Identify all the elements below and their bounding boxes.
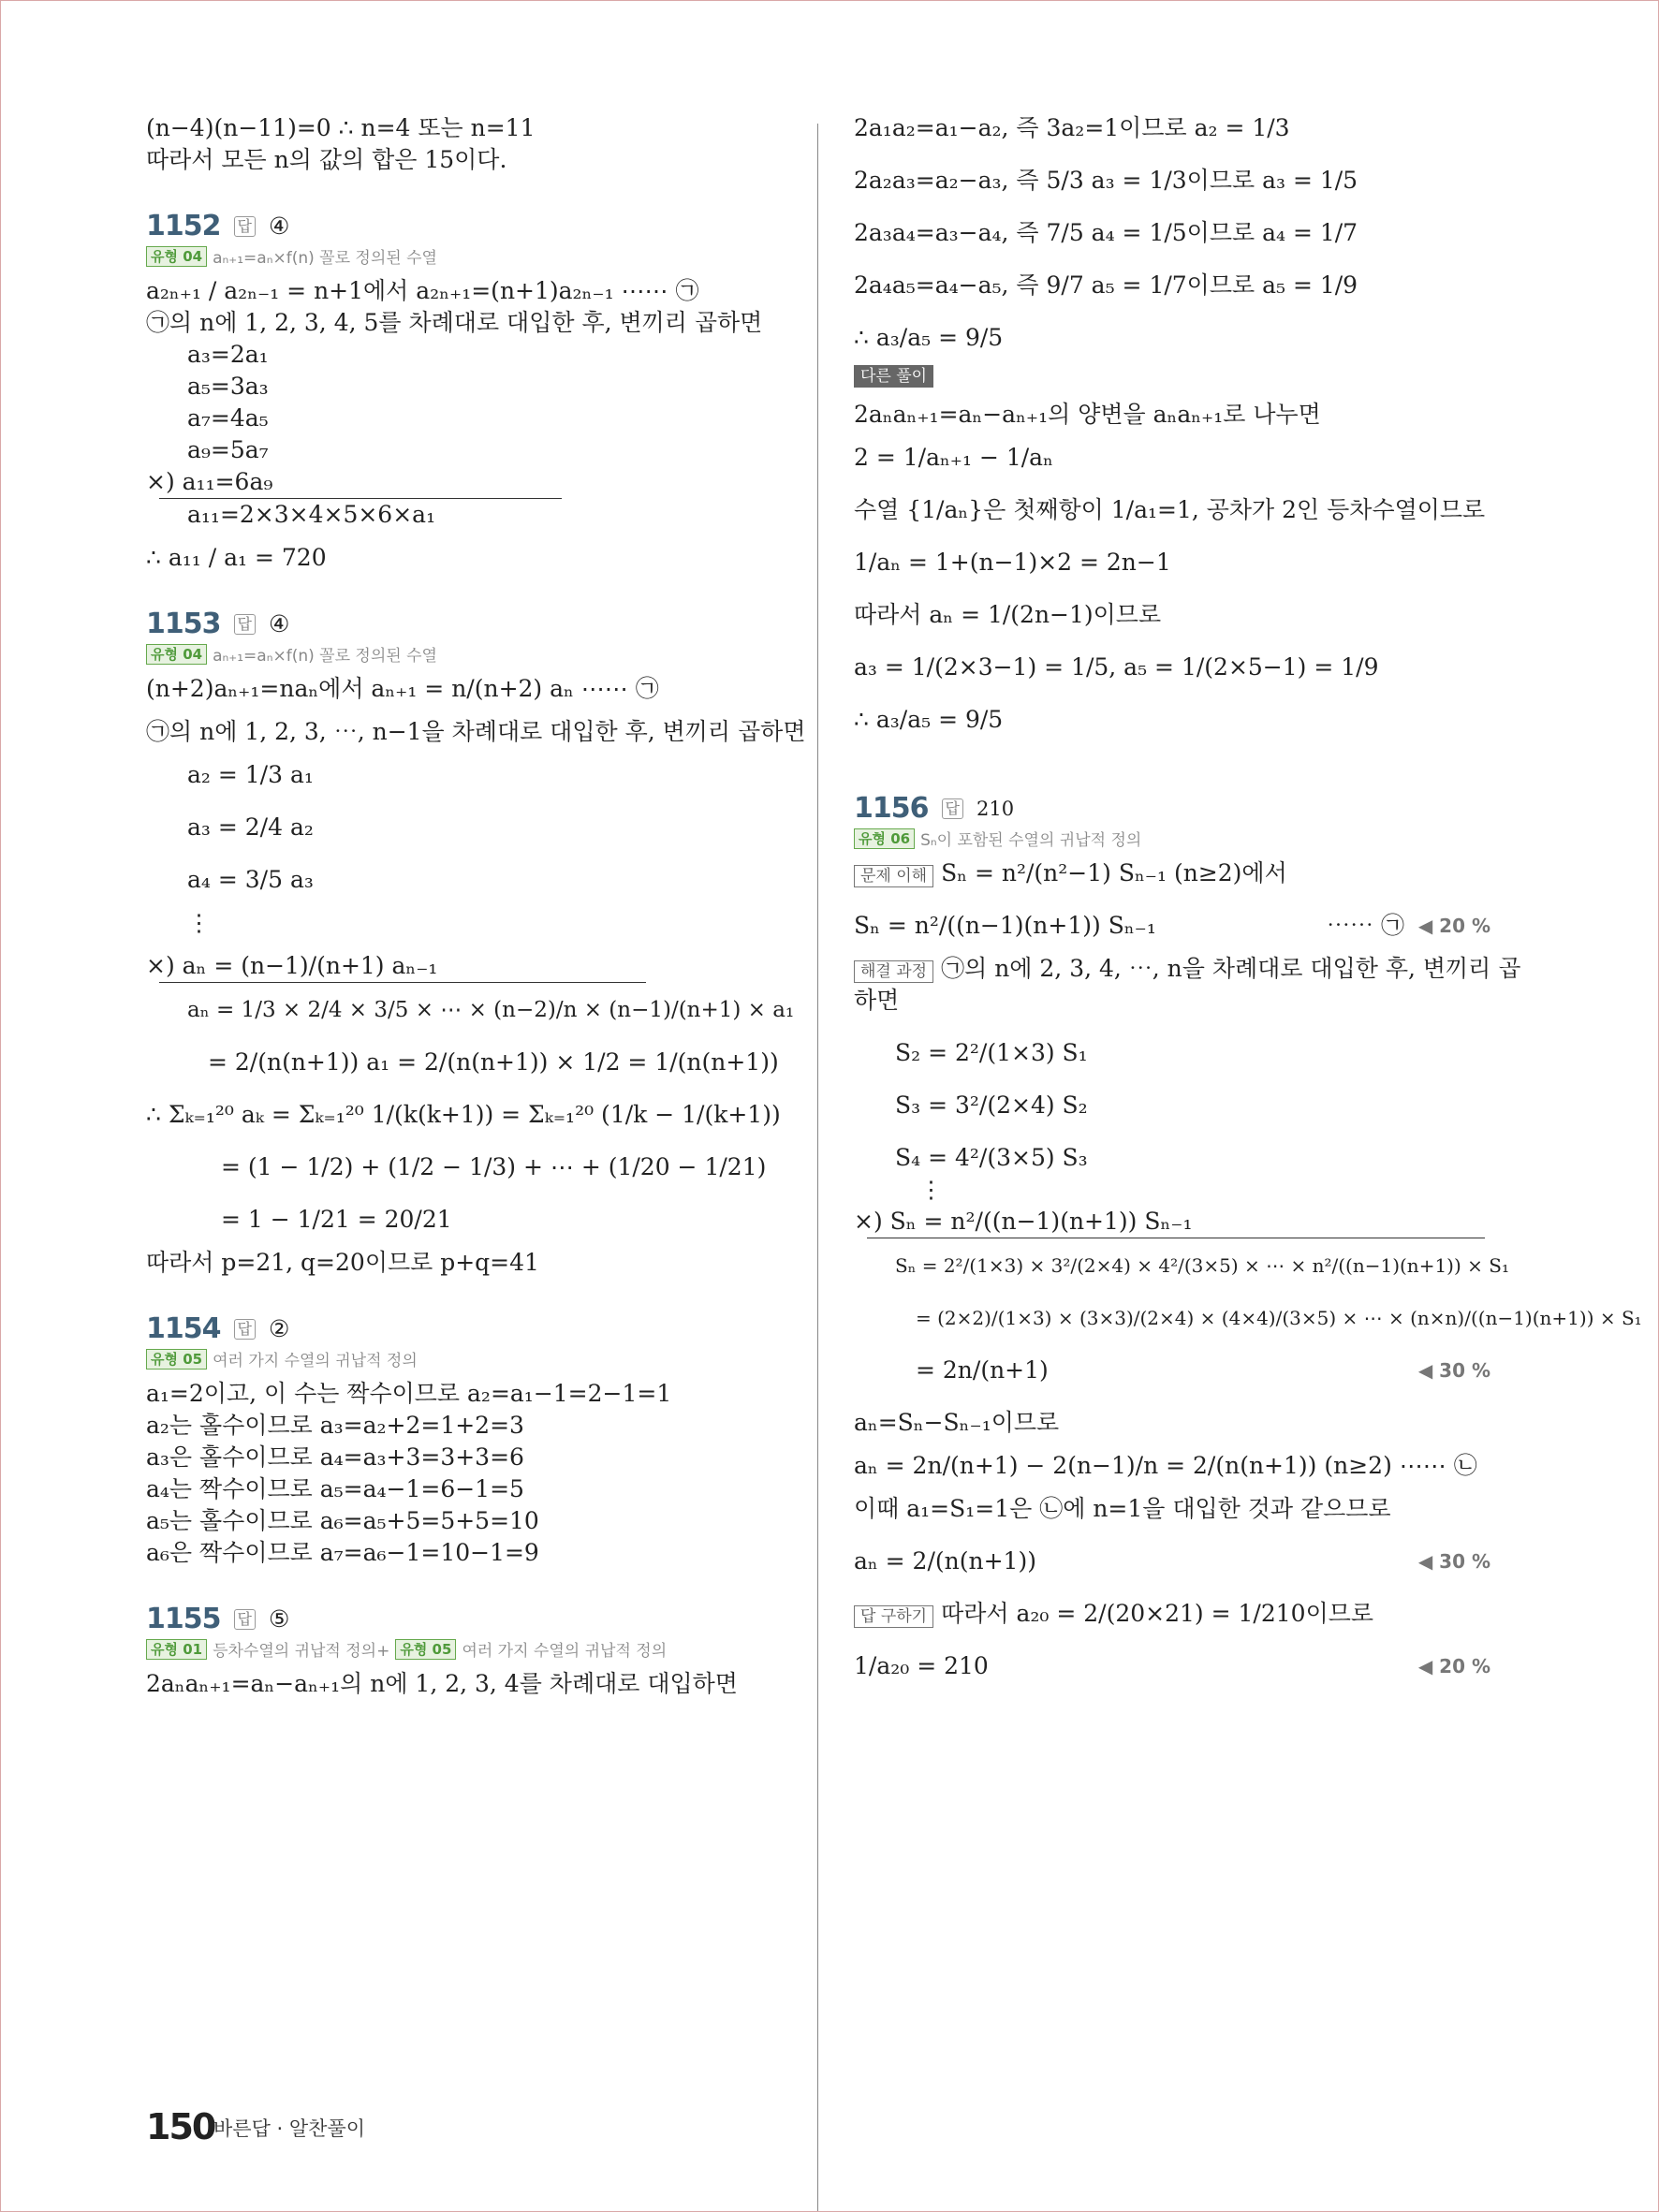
solution-text: ㉠의 n에 2, 3, 4, ⋯, n을 차례대로 대입한 후, 변끼리 곱 [941, 955, 1521, 982]
column-divider [817, 124, 818, 2211]
solution-line [854, 953, 1521, 985]
solution-line: ∴ a₃/a₅ = 9/5 [854, 324, 1004, 351]
type-row [854, 827, 1490, 850]
problem-header-1154 [146, 1312, 801, 1345]
solution-line: a₃은 홀수이므로 a₄=a₃+3=3+3=6 [146, 1443, 524, 1471]
problem-number: 1154 [146, 1312, 221, 1345]
left-column [146, 112, 806, 1700]
problem-header-1153 [146, 608, 801, 640]
type-text: 여러 가지 수열의 귀납적 정의 [462, 1642, 668, 1661]
equation-marker: ⋯⋯ ㉠ [1327, 912, 1404, 939]
type-text: 여러 가지 수열의 귀납적 정의 [213, 1352, 418, 1370]
solution-line [854, 1355, 1490, 1386]
answer-value: ⑤ [268, 1605, 290, 1633]
solution-line [854, 857, 1490, 889]
answer-label: 답 [234, 216, 256, 237]
answer-tag: 답 구하기 [854, 1605, 933, 1628]
solution-line: a₃=2a₁ [187, 341, 269, 368]
solution-line: a₃ = 1/(2×3−1) = 1/5, a₅ = 1/(2×5−1) = 1/9 [854, 653, 1379, 681]
intro-line: 따라서 모든 n의 값의 합은 15이다. [146, 146, 507, 173]
score-percent: ◀ 30 % [1417, 1359, 1490, 1382]
solution-line: a₅는 홀수이므로 a₆=a₅+5=5+5=10 [146, 1507, 539, 1534]
solution-line: ×) aₙ = (n−1)/(n+1) aₙ₋₁ [146, 952, 438, 979]
score-percent: ◀ 20 % [1417, 1655, 1490, 1677]
type-row [146, 1347, 801, 1370]
solution-line: 2a₃a₄=a₃−a₄, 즉 7/5 a₄ = 1/5이므로 a₄ = 1/7 [854, 219, 1358, 246]
solution-line: = (2×2)/(1×3) × (3×3)/(2×4) × (4×4)/(3×5) × ⋯ × (n×n)/((n−1)(n+1)) × S₁ [916, 1307, 1642, 1329]
type-badge: 유형 04 [146, 644, 207, 665]
solution-line [854, 1650, 1490, 1682]
solution-text: 1/a₂₀ = 210 [854, 1652, 989, 1679]
solution-line: a₁=2이고, 이 수는 짝수이므로 a₂=a₁−1=2−1=1 [146, 1380, 672, 1407]
solution-line: a₄는 짝수이므로 a₅=a₄−1=6−1=5 [146, 1475, 524, 1502]
solution-line [854, 1598, 1490, 1630]
problem-header-1152 [146, 210, 801, 242]
answer-value: ④ [268, 610, 290, 637]
solution-line: a₆은 짝수이므로 a₇=a₆−1=10−1=9 [146, 1539, 539, 1566]
problem-number: 1156 [854, 792, 929, 825]
solution-line: 따라서 p=21, q=20이므로 p+q=41 [146, 1249, 539, 1276]
problem-number: 1152 [146, 210, 221, 242]
solution-line: 2a₁a₂=a₁−a₂, 즉 3a₂=1이므로 a₂ = 1/3 [854, 114, 1290, 141]
solution-line: ×) Sₙ = n²/((n−1)(n+1)) Sₙ₋₁ [854, 1208, 1193, 1235]
type-badge: 유형 05 [146, 1349, 207, 1370]
solution-line: ⋮ [187, 909, 211, 936]
intro-line: (n−4)(n−11)=0 ∴ n=4 또는 n=11 [146, 114, 536, 141]
solution-text: 따라서 a₂₀ = 2/(20×21) = 1/210이므로 [941, 1600, 1374, 1627]
solution-text: aₙ = 2/(n(n+1)) [854, 1547, 1036, 1575]
solution-line: 2 = 1/aₙ₊₁ − 1/aₙ [854, 444, 1053, 471]
solution-line: aₙ = 1/3 × 2/4 × 3/5 × ⋯ × (n−2)/n × (n−1)/(n+1) × a₁ [187, 998, 795, 1022]
solution-line: a₇=4a₅ [187, 404, 269, 432]
solution-line: a₉=5a₇ [187, 436, 269, 463]
answer-value: 210 [976, 797, 1015, 820]
type-row [146, 1637, 801, 1661]
solution-line: 하면 [854, 987, 900, 1014]
problem-header-1156 [854, 792, 1490, 825]
type-text: aₙ₊₁=aₙ×f(n) 꼴로 정의된 수열 [213, 249, 437, 268]
answer-label: 답 [234, 614, 256, 635]
solution-line: S₂ = 2²/(1×3) S₁ [895, 1039, 1088, 1066]
solution-line: ∴ a₃/a₅ = 9/5 [854, 706, 1004, 733]
solution-line: = 1 − 1/21 = 20/21 [221, 1206, 452, 1233]
solution-line: 수열 {1/aₙ}은 첫째항이 1/a₁=1, 공차가 2인 등차수열이므로 [854, 496, 1486, 523]
footer-title: 바른답 · 알찬풀이 [213, 2117, 366, 2140]
solution-line: a₃ = 2/4 a₂ [187, 813, 314, 841]
process-tag: 해결 과정 [854, 960, 933, 983]
solution-line: a₅=3a₃ [187, 373, 269, 400]
answer-label: 답 [942, 798, 963, 819]
problem-number: 1155 [146, 1603, 221, 1635]
understand-tag: 문제 이해 [854, 865, 933, 887]
problem-number: 1153 [146, 608, 221, 640]
solution-line: = (1 − 1/2) + (1/2 − 1/3) + ⋯ + (1/20 − 1/21) [221, 1153, 767, 1180]
type-row [146, 642, 801, 666]
solution-line: Sₙ = 2²/(1×3) × 3²/(2×4) × 4²/(3×5) × ⋯ × n²/((n−1)(n+1)) × S₁ [895, 1254, 1509, 1277]
solution-text: Sₙ = n²/((n−1)(n+1)) Sₙ₋₁ [854, 912, 1156, 939]
solution-line: ㉠의 n에 1, 2, 3, 4, 5를 차례대로 대입한 후, 변끼리 곱하면 [146, 309, 763, 336]
page-number: 150 [146, 2106, 215, 2147]
type-badge: 유형 01 [146, 1639, 207, 1660]
solution-line: 2aₙaₙ₊₁=aₙ−aₙ₊₁의 양변을 aₙaₙ₊₁로 나누면 [854, 401, 1321, 428]
solution-line [854, 910, 1490, 942]
solution-line: ∴ a₁₁ / a₁ = 720 [146, 544, 327, 571]
solution-line: a₂ = 1/3 a₁ [187, 761, 314, 788]
answer-value: ② [268, 1315, 290, 1342]
score-percent: ◀ 30 % [1417, 1550, 1490, 1573]
solution-text: Sₙ = n²/(n²−1) Sₙ₋₁ (n≥2)에서 [941, 859, 1287, 886]
solution-text: = 2n/(n+1) [916, 1356, 1049, 1384]
solution-line: 2a₄a₅=a₄−a₅, 즉 9/7 a₅ = 1/7이므로 a₅ = 1/9 [854, 271, 1358, 299]
solution-line: (n+2)aₙ₊₁=naₙ에서 aₙ₊₁ = n/(n+2) aₙ ⋯⋯ ㉠ [146, 675, 659, 702]
problem-header-1155 [146, 1603, 801, 1635]
solution-line: S₄ = 4²/(3×5) S₃ [895, 1144, 1088, 1171]
solution-line [854, 1545, 1490, 1577]
type-text: aₙ₊₁=aₙ×f(n) 꼴로 정의된 수열 [213, 647, 437, 666]
right-column [854, 112, 1642, 1682]
solution-line: 2aₙaₙ₊₁=aₙ−aₙ₊₁의 n에 1, 2, 3, 4를 차례대로 대입하면 [146, 1670, 738, 1697]
solution-line: 1/aₙ = 1+(n−1)×2 = 2n−1 [854, 549, 1171, 576]
solution-line: ⋮ [919, 1176, 943, 1203]
type-text: Sₙ이 포함된 수열의 귀납적 정의 [920, 831, 1142, 850]
solution-line: 이때 a₁=S₁=1은 ㉡에 n=1을 대입한 것과 같으므로 [854, 1495, 1391, 1522]
other-solution-tag: 다른 풀이 [854, 365, 933, 388]
solution-line: a₄ = 3/5 a₃ [187, 866, 314, 893]
solution-line: a₁₁=2×3×4×5×6×a₁ [187, 501, 436, 528]
answer-value: ④ [268, 212, 290, 240]
type-row [146, 244, 801, 268]
solution-line: 2a₂a₃=a₂−a₃, 즉 5/3 a₃ = 1/3이므로 a₃ = 1/5 [854, 167, 1358, 194]
solution-line: a₂는 홀수이므로 a₃=a₂+2=1+2=3 [146, 1412, 524, 1439]
solution-line: ×) a₁₁=6a₉ [146, 468, 273, 495]
solution-line: = 2/(n(n+1)) a₁ = 2/(n(n+1)) × 1/2 = 1/(n(n+1)) [208, 1048, 779, 1076]
answer-label: 답 [234, 1319, 256, 1340]
answer-label: 답 [234, 1609, 256, 1630]
solution-line: aₙ=Sₙ−Sₙ₋₁이므로 [854, 1409, 1060, 1436]
solution-line: S₃ = 3²/(2×4) S₂ [895, 1091, 1088, 1119]
type-text: 등차수열의 귀납적 정의+ [213, 1642, 390, 1661]
type-badge: 유형 04 [146, 246, 207, 267]
type-badge: 유형 06 [854, 828, 915, 849]
type-badge: 유형 05 [395, 1639, 456, 1660]
solution-line: ㉠의 n에 1, 2, 3, ⋯, n−1을 차례대로 대입한 후, 변끼리 곱하면 [146, 718, 806, 745]
solution-line: a₂ₙ₊₁ / a₂ₙ₋₁ = n+1에서 a₂ₙ₊₁=(n+1)a₂ₙ₋₁ ⋯⋯ ㉠ [146, 277, 699, 304]
solution-line: 따라서 aₙ = 1/(2n−1)이므로 [854, 601, 1162, 628]
solution-line: ∴ Σₖ₌₁²⁰ aₖ = Σₖ₌₁²⁰ 1/(k(k+1)) = Σₖ₌₁²⁰ (1/k − 1/(k+1)) [146, 1101, 781, 1128]
score-percent: ◀ 20 % [1417, 915, 1490, 937]
solution-line: aₙ = 2n/(n+1) − 2(n−1)/n = 2/(n(n+1)) (n≥2) ⋯⋯ ㉡ [854, 1452, 1477, 1479]
